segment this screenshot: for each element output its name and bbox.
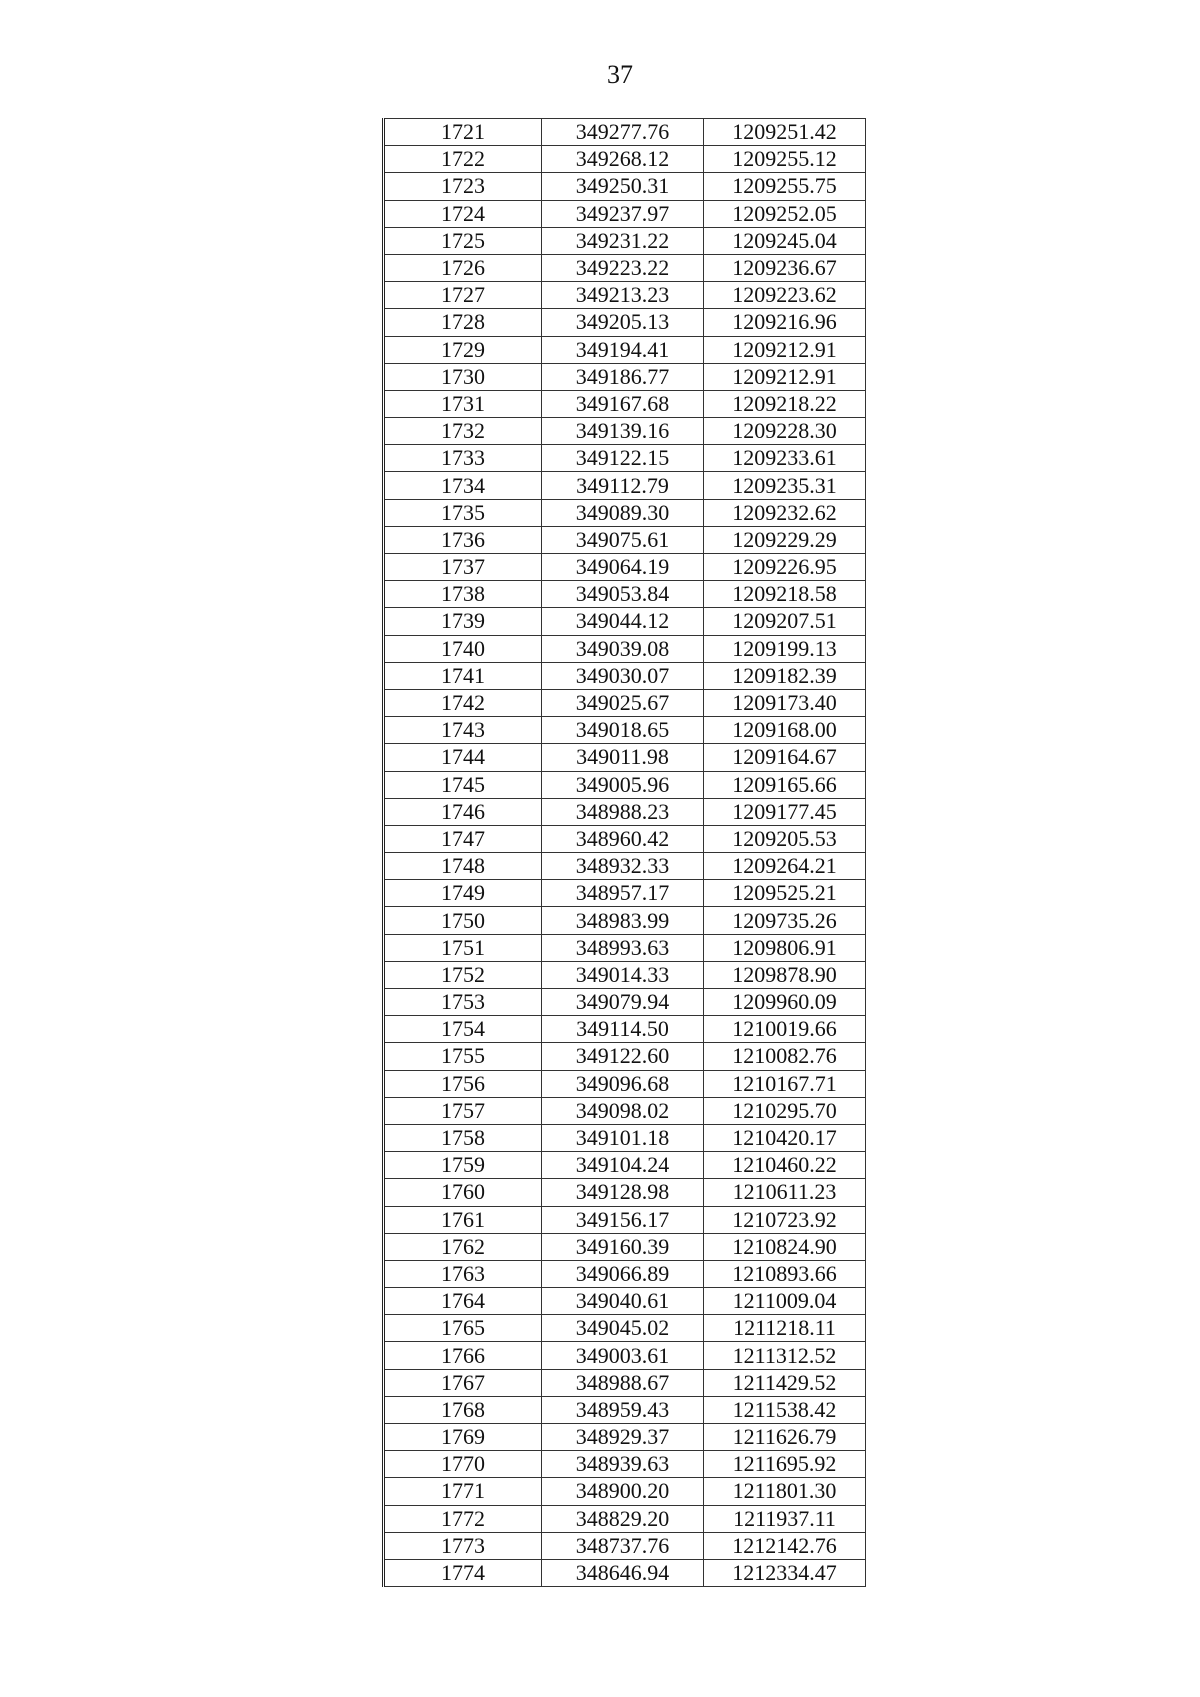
- y-coordinate-cell: 1209252.05: [704, 200, 866, 227]
- y-coordinate-cell: 1209177.45: [704, 798, 866, 825]
- table-row: [384, 1288, 866, 1315]
- table-row: [384, 146, 866, 173]
- x-coordinate-cell: 348983.99: [542, 907, 704, 934]
- y-coordinate-cell: 1211009.04: [704, 1288, 866, 1315]
- point-number-cell: 1774: [384, 1559, 542, 1586]
- x-coordinate-cell: 349139.16: [542, 418, 704, 445]
- x-coordinate-cell: 349030.07: [542, 662, 704, 689]
- y-coordinate-cell: 1211937.11: [704, 1505, 866, 1532]
- table-row: [384, 282, 866, 309]
- x-coordinate-cell: 348993.63: [542, 934, 704, 961]
- y-coordinate-cell: 1209173.40: [704, 689, 866, 716]
- point-number-cell: 1733: [384, 445, 542, 472]
- table-row: [384, 1206, 866, 1233]
- table-row: [384, 1451, 866, 1478]
- x-coordinate-cell: 349237.97: [542, 200, 704, 227]
- table-row: [384, 1478, 866, 1505]
- point-number-cell: 1744: [384, 744, 542, 771]
- y-coordinate-cell: 1209212.91: [704, 336, 866, 363]
- table-row: [384, 1016, 866, 1043]
- x-coordinate-cell: 349003.61: [542, 1342, 704, 1369]
- x-coordinate-cell: 349268.12: [542, 146, 704, 173]
- x-coordinate-cell: 349075.61: [542, 526, 704, 553]
- point-number-cell: 1729: [384, 336, 542, 363]
- y-coordinate-cell: 1211626.79: [704, 1424, 866, 1451]
- point-number-cell: 1759: [384, 1152, 542, 1179]
- point-number-cell: 1725: [384, 227, 542, 254]
- point-number-cell: 1739: [384, 608, 542, 635]
- x-coordinate-cell: 349128.98: [542, 1179, 704, 1206]
- point-number-cell: 1746: [384, 798, 542, 825]
- x-coordinate-cell: 349114.50: [542, 1016, 704, 1043]
- table-row: [384, 798, 866, 825]
- table-row: [384, 961, 866, 988]
- y-coordinate-cell: 1209216.96: [704, 309, 866, 336]
- y-coordinate-cell: 1209806.91: [704, 934, 866, 961]
- point-number-cell: 1736: [384, 526, 542, 553]
- table-row: [384, 254, 866, 281]
- point-number-cell: 1732: [384, 418, 542, 445]
- point-number-cell: 1728: [384, 309, 542, 336]
- table-row: [384, 717, 866, 744]
- table-row: [384, 200, 866, 227]
- table-row: [384, 445, 866, 472]
- table-row: [384, 880, 866, 907]
- point-number-cell: 1724: [384, 200, 542, 227]
- table-row: [384, 771, 866, 798]
- table-row: [384, 1315, 866, 1342]
- y-coordinate-cell: 1211538.42: [704, 1396, 866, 1423]
- point-number-cell: 1722: [384, 146, 542, 173]
- x-coordinate-cell: 349040.61: [542, 1288, 704, 1315]
- point-number-cell: 1770: [384, 1451, 542, 1478]
- x-coordinate-cell: 348900.20: [542, 1478, 704, 1505]
- table-row: [384, 472, 866, 499]
- x-coordinate-cell: 349066.89: [542, 1260, 704, 1287]
- point-number-cell: 1772: [384, 1505, 542, 1532]
- y-coordinate-cell: 1210082.76: [704, 1043, 866, 1070]
- y-coordinate-cell: 1209251.42: [704, 119, 866, 146]
- point-number-cell: 1752: [384, 961, 542, 988]
- x-coordinate-cell: 349098.02: [542, 1097, 704, 1124]
- x-coordinate-cell: 349194.41: [542, 336, 704, 363]
- x-coordinate-cell: 349122.15: [542, 445, 704, 472]
- y-coordinate-cell: 1211695.92: [704, 1451, 866, 1478]
- y-coordinate-cell: 1209212.91: [704, 363, 866, 390]
- point-number-cell: 1765: [384, 1315, 542, 1342]
- point-number-cell: 1755: [384, 1043, 542, 1070]
- point-number-cell: 1737: [384, 554, 542, 581]
- y-coordinate-cell: 1209228.30: [704, 418, 866, 445]
- table-row: [384, 934, 866, 961]
- coordinates-table-body: [384, 119, 866, 1587]
- y-coordinate-cell: 1211801.30: [704, 1478, 866, 1505]
- table-row: [384, 1342, 866, 1369]
- x-coordinate-cell: 349014.33: [542, 961, 704, 988]
- x-coordinate-cell: 349156.17: [542, 1206, 704, 1233]
- x-coordinate-cell: 349112.79: [542, 472, 704, 499]
- point-number-cell: 1753: [384, 989, 542, 1016]
- x-coordinate-cell: 349104.24: [542, 1152, 704, 1179]
- x-coordinate-cell: 348988.23: [542, 798, 704, 825]
- point-number-cell: 1749: [384, 880, 542, 907]
- table-row: [384, 309, 866, 336]
- x-coordinate-cell: 349205.13: [542, 309, 704, 336]
- table-row: [384, 744, 866, 771]
- y-coordinate-cell: 1209233.61: [704, 445, 866, 472]
- table-row: [384, 689, 866, 716]
- x-coordinate-cell: 349213.23: [542, 282, 704, 309]
- point-number-cell: 1773: [384, 1532, 542, 1559]
- table-row: [384, 853, 866, 880]
- point-number-cell: 1758: [384, 1124, 542, 1151]
- point-number-cell: 1761: [384, 1206, 542, 1233]
- table-row: [384, 989, 866, 1016]
- x-coordinate-cell: 348646.94: [542, 1559, 704, 1586]
- point-number-cell: 1766: [384, 1342, 542, 1369]
- table-row: [384, 1043, 866, 1070]
- y-coordinate-cell: 1211429.52: [704, 1369, 866, 1396]
- x-coordinate-cell: 348829.20: [542, 1505, 704, 1532]
- y-coordinate-cell: 1210611.23: [704, 1179, 866, 1206]
- y-coordinate-cell: 1209168.00: [704, 717, 866, 744]
- y-coordinate-cell: 1209218.22: [704, 390, 866, 417]
- table-row: [384, 173, 866, 200]
- point-number-cell: 1750: [384, 907, 542, 934]
- table-row: [384, 1559, 866, 1586]
- x-coordinate-cell: 349011.98: [542, 744, 704, 771]
- table-row: [384, 363, 866, 390]
- y-coordinate-cell: 1210460.22: [704, 1152, 866, 1179]
- point-number-cell: 1768: [384, 1396, 542, 1423]
- y-coordinate-cell: 1209205.53: [704, 825, 866, 852]
- table-row: [384, 1179, 866, 1206]
- x-coordinate-cell: 349277.76: [542, 119, 704, 146]
- table-row: [384, 227, 866, 254]
- table-row: [384, 119, 866, 146]
- point-number-cell: 1726: [384, 254, 542, 281]
- y-coordinate-cell: 1210019.66: [704, 1016, 866, 1043]
- table-row: [384, 1152, 866, 1179]
- x-coordinate-cell: 348929.37: [542, 1424, 704, 1451]
- y-coordinate-cell: 1210893.66: [704, 1260, 866, 1287]
- x-coordinate-cell: 348932.33: [542, 853, 704, 880]
- y-coordinate-cell: 1209226.95: [704, 554, 866, 581]
- point-number-cell: 1727: [384, 282, 542, 309]
- y-coordinate-cell: 1211218.11: [704, 1315, 866, 1342]
- y-coordinate-cell: 1209255.12: [704, 146, 866, 173]
- point-number-cell: 1741: [384, 662, 542, 689]
- table-row: [384, 581, 866, 608]
- x-coordinate-cell: 349122.60: [542, 1043, 704, 1070]
- y-coordinate-cell: 1209223.62: [704, 282, 866, 309]
- y-coordinate-cell: 1209229.29: [704, 526, 866, 553]
- x-coordinate-cell: 348957.17: [542, 880, 704, 907]
- x-coordinate-cell: 349044.12: [542, 608, 704, 635]
- point-number-cell: 1757: [384, 1097, 542, 1124]
- point-number-cell: 1723: [384, 173, 542, 200]
- table-row: [384, 554, 866, 581]
- table-row: [384, 526, 866, 553]
- x-coordinate-cell: 349053.84: [542, 581, 704, 608]
- y-coordinate-cell: 1209235.31: [704, 472, 866, 499]
- table-row: [384, 390, 866, 417]
- y-coordinate-cell: 1209232.62: [704, 499, 866, 526]
- point-number-cell: 1748: [384, 853, 542, 880]
- table-row: [384, 1097, 866, 1124]
- point-number-cell: 1754: [384, 1016, 542, 1043]
- point-number-cell: 1738: [384, 581, 542, 608]
- x-coordinate-cell: 349250.31: [542, 173, 704, 200]
- table-row: [384, 1260, 866, 1287]
- table-row: [384, 608, 866, 635]
- y-coordinate-cell: 1209245.04: [704, 227, 866, 254]
- y-coordinate-cell: 1210295.70: [704, 1097, 866, 1124]
- table-row: [384, 662, 866, 689]
- table-row: [384, 1424, 866, 1451]
- table-row: [384, 1396, 866, 1423]
- x-coordinate-cell: 348939.63: [542, 1451, 704, 1478]
- x-coordinate-cell: 349231.22: [542, 227, 704, 254]
- table-row: [384, 499, 866, 526]
- y-coordinate-cell: 1209264.21: [704, 853, 866, 880]
- table-row: [384, 336, 866, 363]
- x-coordinate-cell: 349018.65: [542, 717, 704, 744]
- y-coordinate-cell: 1209199.13: [704, 635, 866, 662]
- x-coordinate-cell: 349064.19: [542, 554, 704, 581]
- point-number-cell: 1745: [384, 771, 542, 798]
- table-row: [384, 1369, 866, 1396]
- y-coordinate-cell: 1209218.58: [704, 581, 866, 608]
- table-row: [384, 1233, 866, 1260]
- point-number-cell: 1735: [384, 499, 542, 526]
- x-coordinate-cell: 349186.77: [542, 363, 704, 390]
- y-coordinate-cell: 1209960.09: [704, 989, 866, 1016]
- y-coordinate-cell: 1209236.67: [704, 254, 866, 281]
- point-number-cell: 1730: [384, 363, 542, 390]
- y-coordinate-cell: 1212334.47: [704, 1559, 866, 1586]
- x-coordinate-cell: 348959.43: [542, 1396, 704, 1423]
- x-coordinate-cell: 349005.96: [542, 771, 704, 798]
- point-number-cell: 1734: [384, 472, 542, 499]
- table-row: [384, 1505, 866, 1532]
- y-coordinate-cell: 1209525.21: [704, 880, 866, 907]
- y-coordinate-cell: 1211312.52: [704, 1342, 866, 1369]
- x-coordinate-cell: 349079.94: [542, 989, 704, 1016]
- x-coordinate-cell: 349101.18: [542, 1124, 704, 1151]
- point-number-cell: 1762: [384, 1233, 542, 1260]
- table-row: [384, 907, 866, 934]
- x-coordinate-cell: 348960.42: [542, 825, 704, 852]
- y-coordinate-cell: 1210420.17: [704, 1124, 866, 1151]
- table-row: [384, 1070, 866, 1097]
- y-coordinate-cell: 1209255.75: [704, 173, 866, 200]
- point-number-cell: 1767: [384, 1369, 542, 1396]
- x-coordinate-cell: 349167.68: [542, 390, 704, 417]
- y-coordinate-cell: 1210167.71: [704, 1070, 866, 1097]
- x-coordinate-cell: 349025.67: [542, 689, 704, 716]
- x-coordinate-cell: 348737.76: [542, 1532, 704, 1559]
- coordinates-table: [382, 118, 866, 1587]
- table-row: [384, 1532, 866, 1559]
- table-row: [384, 825, 866, 852]
- point-number-cell: 1743: [384, 717, 542, 744]
- x-coordinate-cell: 349039.08: [542, 635, 704, 662]
- point-number-cell: 1721: [384, 119, 542, 146]
- y-coordinate-cell: 1209165.66: [704, 771, 866, 798]
- x-coordinate-cell: 349045.02: [542, 1315, 704, 1342]
- x-coordinate-cell: 349096.68: [542, 1070, 704, 1097]
- y-coordinate-cell: 1210723.92: [704, 1206, 866, 1233]
- point-number-cell: 1751: [384, 934, 542, 961]
- table-row: [384, 635, 866, 662]
- point-number-cell: 1769: [384, 1424, 542, 1451]
- point-number-cell: 1742: [384, 689, 542, 716]
- point-number-cell: 1740: [384, 635, 542, 662]
- point-number-cell: 1756: [384, 1070, 542, 1097]
- y-coordinate-cell: 1209207.51: [704, 608, 866, 635]
- x-coordinate-cell: 349089.30: [542, 499, 704, 526]
- x-coordinate-cell: 349223.22: [542, 254, 704, 281]
- point-number-cell: 1764: [384, 1288, 542, 1315]
- x-coordinate-cell: 348988.67: [542, 1369, 704, 1396]
- y-coordinate-cell: 1212142.76: [704, 1532, 866, 1559]
- point-number-cell: 1747: [384, 825, 542, 852]
- page-number: 37: [607, 60, 633, 89]
- point-number-cell: 1763: [384, 1260, 542, 1287]
- y-coordinate-cell: 1209735.26: [704, 907, 866, 934]
- y-coordinate-cell: 1210824.90: [704, 1233, 866, 1260]
- point-number-cell: 1771: [384, 1478, 542, 1505]
- point-number-cell: 1760: [384, 1179, 542, 1206]
- y-coordinate-cell: 1209164.67: [704, 744, 866, 771]
- point-number-cell: 1731: [384, 390, 542, 417]
- y-coordinate-cell: 1209878.90: [704, 961, 866, 988]
- x-coordinate-cell: 349160.39: [542, 1233, 704, 1260]
- table-row: [384, 418, 866, 445]
- y-coordinate-cell: 1209182.39: [704, 662, 866, 689]
- table-row: [384, 1124, 866, 1151]
